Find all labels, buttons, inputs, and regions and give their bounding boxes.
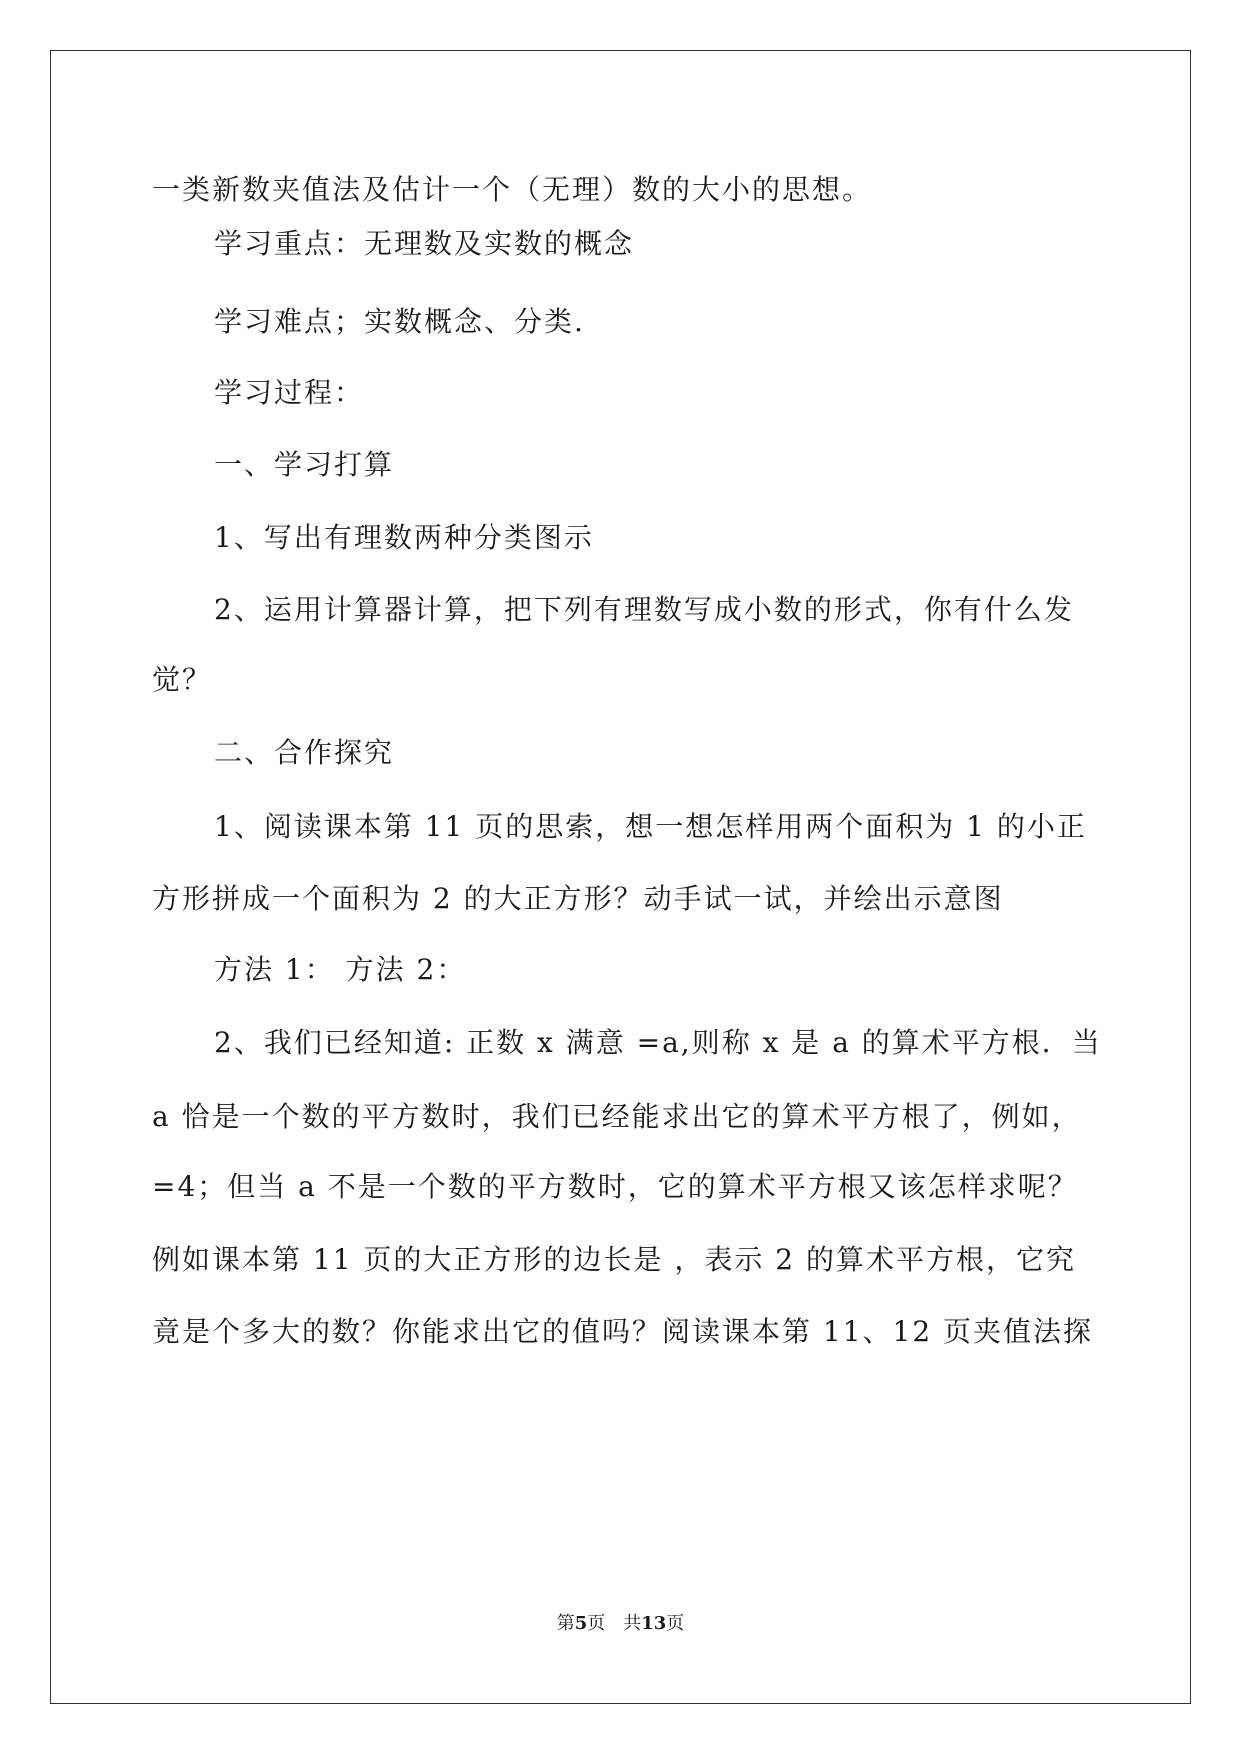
paragraph-line: =4；但当 a 不是一个数的平方数时，它的算术平方根又该怎样求呢？ <box>152 1170 1078 1203</box>
paragraph-line: 学习重点：无理数及实数的概念 <box>214 227 635 260</box>
total-suffix: 页 <box>666 1613 685 1634</box>
paragraph-line: 1、阅读课本第 11 页的思索，想一想怎样用两个面积为 1 的小正 <box>214 810 1087 843</box>
paragraph-line: 觉？ <box>152 663 213 696</box>
total-prefix: 共 <box>623 1613 642 1634</box>
page-prefix: 第 <box>556 1613 575 1634</box>
page-footer <box>0 1612 1241 1636</box>
paragraph-line: 方法 1： 方法 2： <box>214 953 467 986</box>
paragraph-line: a 恰是一个数的平方数时，我们已经能求出它的算术平方根了，例如， <box>152 1100 1082 1133</box>
paragraph-line: 学习过程： <box>214 376 365 409</box>
paragraph-line: 一类新数夹值法及估计一个（无理）数的大小的思想。 <box>152 173 873 206</box>
paragraph-line: 竟是个多大的数？你能求出它的值吗？阅读课本第 11、12 页夹值法探 <box>152 1315 1094 1348</box>
section-heading: 二、合作探究 <box>214 736 395 769</box>
page-total: 13 <box>641 1613 667 1634</box>
paragraph-line: 方形拼成一个面积为 2 的大正方形？动手试一试，并绘出示意图 <box>152 882 1004 915</box>
page-current: 5 <box>574 1613 588 1634</box>
paragraph-line: 学习难点；实数概念、分类. <box>214 305 585 338</box>
paragraph-line: 2、运用计算器计算，把下列有理数写成小数的形式，你有什么发 <box>214 593 1074 626</box>
paragraph-line: 例如课本第 11 页的大正方形的边长是 ，表示 2 的算术平方根，它究 <box>152 1243 1076 1276</box>
page-border <box>50 50 1191 1704</box>
section-heading: 一、学习打算 <box>214 448 395 481</box>
page-suffix: 页 <box>587 1613 606 1634</box>
paragraph-line: 1、写出有理数两种分类图示 <box>214 521 594 554</box>
paragraph-line: 2、我们已经知道: 正数 x 满意 =a,则称 x 是 a 的算术平方根．当 <box>214 1026 1102 1059</box>
